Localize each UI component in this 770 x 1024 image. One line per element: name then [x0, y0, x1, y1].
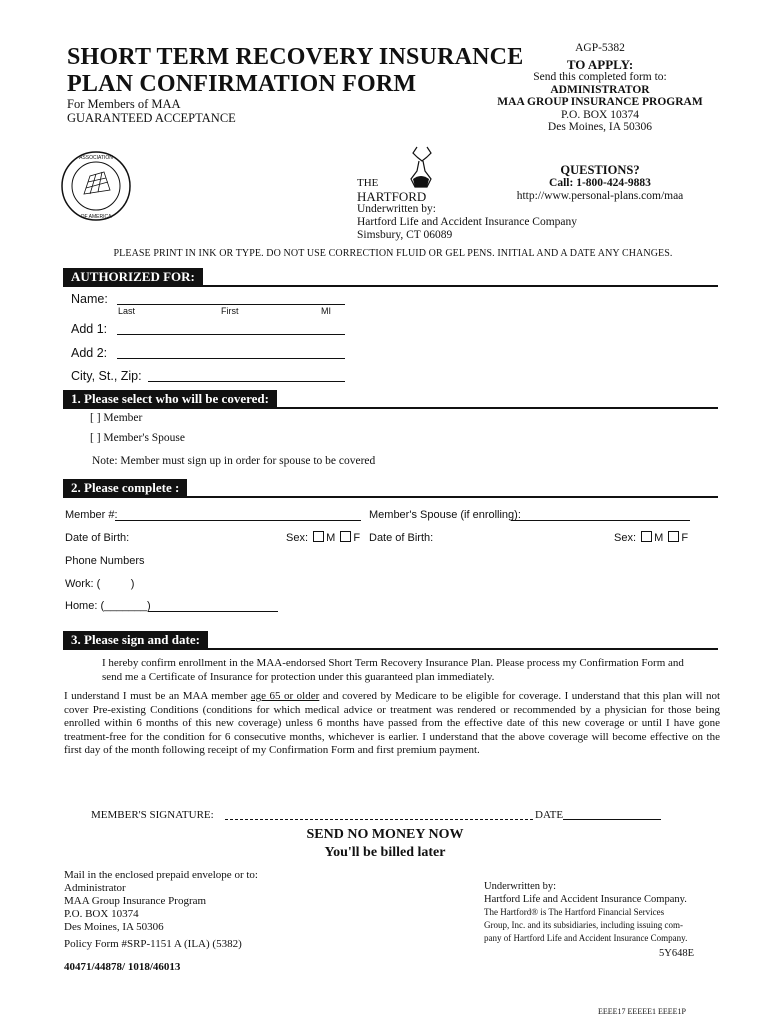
- understand-text: I understand I must be an MAA member age 65 or older and covered by Medicare to be eligible for coverage. I understand that this plan will not cover Pre-existing Conditions (conditions for which medical advice or treatment was rendered or recommended by a physician for those being enrolled within 6 months of this new coverage) unless 6 months have passed from the effective date of this new coverage or until I have gone treatment-free for the condition for 6 consecutive months, whichever is earlier. I understand that the above coverage will become effective on the first day of the month following receipt of my Confirmation Form and first premium payment.: [64, 690, 720, 756]
- member-sex-m-checkbox[interactable]: [313, 531, 324, 542]
- spouse-note: Note: Member must sign up in order for spouse to be covered: [92, 455, 376, 467]
- apply-block: AGP-5382 TO APPLY: Send this completed form to: ADMINISTRATOR MAA GROUP INSURANCE PROGRAM P.O. BOX 10374 Des Moines, IA 50306: [490, 42, 710, 134]
- policy-form: Policy Form #SRP-1151 A (ILA) (5382): [64, 938, 242, 950]
- form-code: AGP-5382: [575, 42, 625, 54]
- add2-field[interactable]: [117, 358, 345, 359]
- confirm-text: I hereby confirm enrollment in the MAA-endorsed Short Term Recovery Insurance Plan. Please process my Confirmation Form and send me a Certificate of Insurance for protection under this guaranteed plan immediately.: [102, 657, 684, 683]
- add2-label: Add 2:: [71, 346, 108, 360]
- underwriter-block: Underwritten by: Hartford Life and Accident Insurance Company Simsbury, CT 06089: [357, 203, 578, 241]
- spouse-sex-m-checkbox[interactable]: [641, 531, 652, 542]
- name-label: Name:: [71, 292, 108, 306]
- svg-text:ASSOCIATION: ASSOCIATION: [79, 155, 113, 161]
- name-field[interactable]: [117, 304, 345, 305]
- member-number-label: Member #:: [65, 509, 118, 521]
- signature-field[interactable]: [225, 819, 533, 820]
- add1-field[interactable]: [117, 334, 345, 335]
- member-sex-f-checkbox[interactable]: [340, 531, 351, 542]
- first-label: First: [221, 306, 239, 316]
- authorized-header: AUTHORIZED FOR:: [63, 268, 718, 287]
- send-no-money: SEND NO MONEY NOW You'll be billed later: [306, 827, 464, 860]
- spouse-field[interactable]: [511, 520, 690, 521]
- underwriter-footer: Underwritten by: Hartford Life and Accident Insurance Company. The Hartford® is The Hartford Financial Services Group, Inc. and its subsidiaries, including issuing com- pany of Hartford Life and Accident Insurance Company. 5Y648E: [484, 881, 694, 959]
- signature-label: MEMBER'S SIGNATURE:: [91, 809, 214, 821]
- barcode-text: EEEE17 EEEEE1 EEEE1P: [598, 1007, 686, 1016]
- work-phone-field[interactable]: Work: ( ): [65, 578, 135, 590]
- form-title: SHORT TERM RECOVERY INSURANCE PLAN CONFIRMATION FORM: [67, 44, 524, 97]
- city-field[interactable]: [148, 381, 345, 382]
- questions-block: QUESTIONS? Call: 1-800-424-9883 http://www.personal-plans.com/maa: [495, 164, 705, 203]
- section3-header: 3. Please sign and date:: [63, 631, 718, 650]
- spouse-label: Member's Spouse (if enrolling):: [369, 509, 521, 521]
- section1-header: 1. Please select who will be covered:: [63, 390, 718, 409]
- home-phone-line[interactable]: [148, 611, 278, 612]
- mi-label: MI: [321, 306, 331, 316]
- hartford-logo: THE HARTFORD: [357, 143, 457, 213]
- mail-block: Mail in the enclosed prepaid envelope or to: Administrator MAA Group Insurance Program P.O. BOX 10374 Des Moines, IA 50306 Policy Form #SRP-1151 A (ILA) (5382) 40471/44878/ 1018/46013: [64, 869, 258, 973]
- dob-label: Date of Birth:: [65, 532, 130, 544]
- add1-label: Add 1:: [71, 322, 108, 336]
- spouse-sex: Sex: M F: [614, 532, 689, 544]
- section2-header: 2. Please complete :: [63, 479, 718, 498]
- form-code-footer: 40471/44878/ 1018/46013: [64, 961, 181, 973]
- date-field[interactable]: [563, 819, 661, 820]
- phone-number: Call: 1-800-424-9883: [549, 177, 651, 189]
- last-label: Last: [118, 306, 136, 316]
- print-notice: PLEASE PRINT IN INK OR TYPE. DO NOT USE CORRECTION FLUID OR GEL PENS. INITIAL AND A DATE ANY CHANGES.: [113, 248, 673, 259]
- member-checkbox[interactable]: [ ] Member: [90, 412, 143, 424]
- phone-label: Phone Numbers: [65, 555, 145, 567]
- website-link[interactable]: http://www.personal-plans.com/maa: [516, 190, 684, 202]
- spouse-checkbox[interactable]: [ ] Member's Spouse: [90, 432, 186, 444]
- svg-text:OF AMERICA: OF AMERICA: [80, 214, 112, 220]
- maa-seal-logo: [60, 150, 132, 222]
- subtitle: For Members of MAA GUARANTEED ACCEPTANCE: [67, 97, 236, 125]
- member-sex: Sex: M F: [286, 532, 361, 544]
- city-label: City, St., Zip:: [71, 369, 142, 383]
- home-phone-field[interactable]: Home: (_______): [65, 600, 151, 612]
- spouse-dob-label: Date of Birth:: [369, 532, 434, 544]
- member-number-field[interactable]: [115, 520, 361, 521]
- date-label: DATE: [535, 809, 564, 821]
- spouse-sex-f-checkbox[interactable]: [668, 531, 679, 542]
